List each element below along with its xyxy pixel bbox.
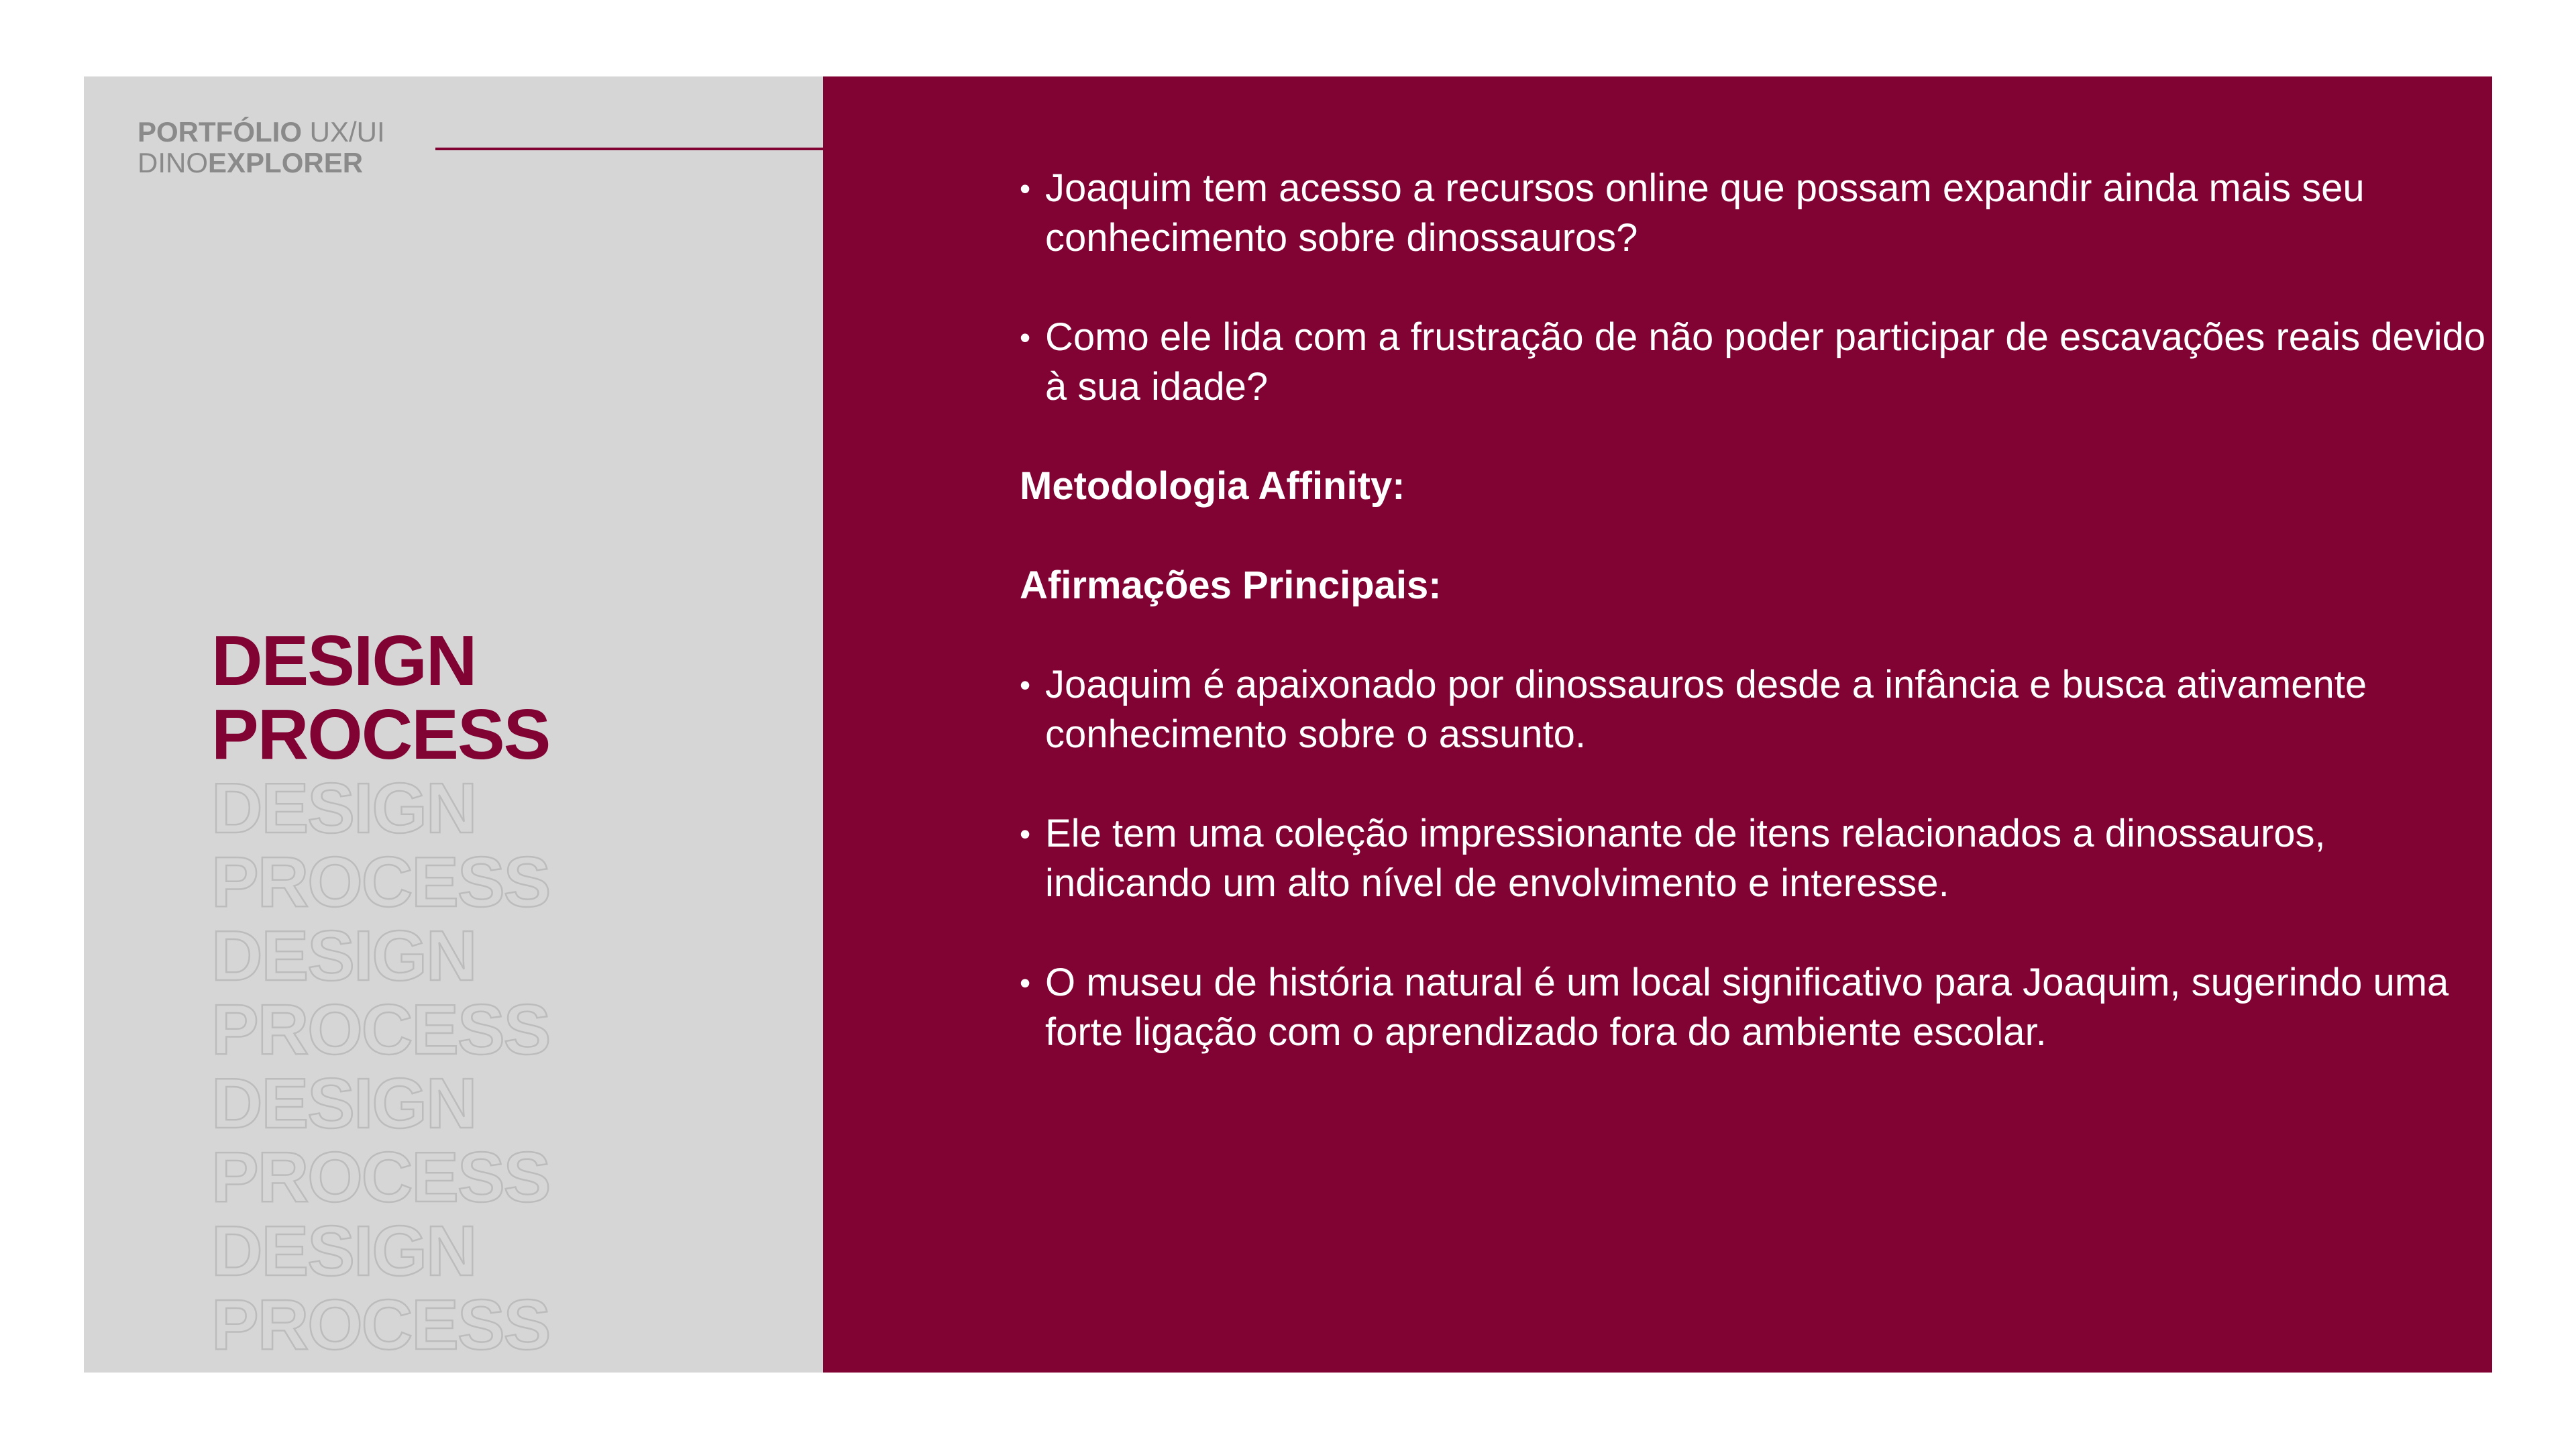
brand-explorer: EXPLORER [208,147,364,178]
bullet-text: Joaquim tem acesso a recursos online que possam expandir ainda mais seu conhecimento sobre dinossauros? [1045,166,2365,260]
bullet-text: Joaquim é apaixonado por dinossauros desde a infância e busca ativamente conhecimento sobre o assunto. [1045,663,2367,756]
brand-line-2 [138,148,385,178]
title-block [211,621,550,1364]
bullet-dot: • [1020,965,1031,1000]
bullet-item [1020,660,2489,759]
slide [84,76,2492,1373]
bullet-item [1020,313,2489,412]
outline-design: DESIGN [211,1212,476,1291]
bullet-item [1020,164,2489,263]
outline-process: PROCESS [211,843,550,922]
outline-design: DESIGN [211,1064,476,1143]
brand-divider [435,148,823,150]
outline-process: PROCESS [211,990,550,1069]
bullet-item [1020,958,2489,1057]
outline-design: DESIGN [211,916,476,996]
bullet-text: Ele tem uma coleção impressionante de itens relacionados a dinossauros, indicando um alto nível de envolvimento e interesse. [1045,812,2326,905]
bullet-dot: • [1020,667,1031,702]
bullet-item [1020,809,2489,908]
outline-process: PROCESS [211,1285,550,1364]
title-design: DESIGN [211,621,476,700]
heading-affinity: Metodologia Affinity: [1020,464,1405,508]
bullet-text: O museu de história natural é um local significativo para Joaquim, sugerindo uma forte ligação com o aprendizado fora do ambiente escolar. [1045,961,2449,1054]
outline-design: DESIGN [211,769,476,848]
brand-dino: DINO [138,147,208,178]
bullet-dot: • [1020,171,1031,206]
brand-uxui: UX/UI [309,116,385,148]
title-process: PROCESS [211,695,550,774]
heading-key-statements: Afirmações Principais: [1020,564,1442,607]
bullet-text: Como ele lida com a frustração de não poder participar de escavações reais devido à sua idade? [1045,315,2486,409]
outline-process: PROCESS [211,1138,550,1217]
brand-portfolio: PORTFÓLIO [138,116,302,148]
bullet-dot: • [1020,816,1031,851]
left-panel [84,76,823,1373]
brand-header [138,117,385,178]
brand-line-1 [138,117,385,148]
content-text [1020,164,2489,1057]
bullet-dot: • [1020,320,1031,355]
